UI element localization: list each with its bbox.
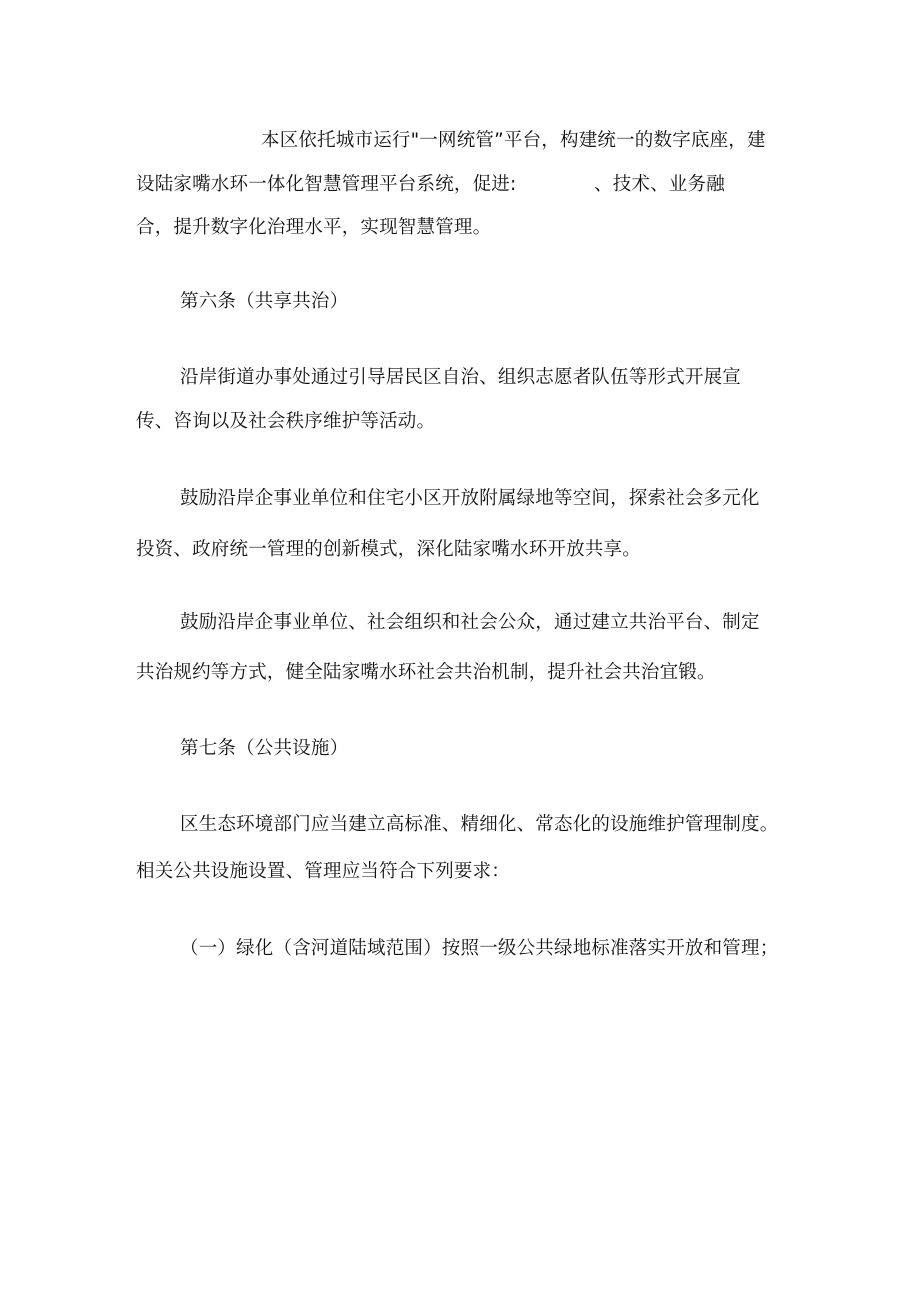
list-item: （一）绿化（含河道陆域范围）按照一级公共绿地标准落实开放和管理； [180,938,779,959]
paragraph-line: 区生态环境部门应当建立高标准、精细化、常态化的设施维护管理制度。 [180,814,779,835]
paragraph-line: 鼓励沿岸企事业单位和住宅小区开放附属绿地等空间，探索社会多元化 [180,488,760,509]
paragraph-line: 合，提升数字化治理水平，实现智慧管理。 [136,217,492,238]
paragraph-line: 鼓励沿岸企事业单位、社会组织和社会公众，通过建立共治平台、制定 [180,612,760,633]
article-heading: 第六条（共享共治） [180,291,349,312]
article-heading: 第七条（公共设施） [180,738,349,759]
paragraph-line: 相关公共设施设置、管理应当符合下列要求： [136,861,511,882]
paragraph-line: 共治规约等方式，健全陆家嘴水环社会共治机制，提升社会共治宜锻。 [136,662,716,683]
paragraph-line: 传、咨询以及社会秩序维护等活动。 [136,411,436,432]
paragraph-line: 投资、政府统一管理的创新模式，深化陆家嘴水环开放共享。 [136,539,641,560]
paragraph-line: 、技术、业务融 [594,174,725,195]
paragraph-line: 本区依托城市运行"一网统管”平台，构建统一的数字底座，建 [261,130,766,151]
paragraph-line: 设陆家嘴水环一体化智慧管理平台系统，促进: [136,174,517,195]
paragraph-line: 沿岸街道办事处通过引导居民区自治、组织志愿者队伍等形式开展宣 [180,367,742,388]
